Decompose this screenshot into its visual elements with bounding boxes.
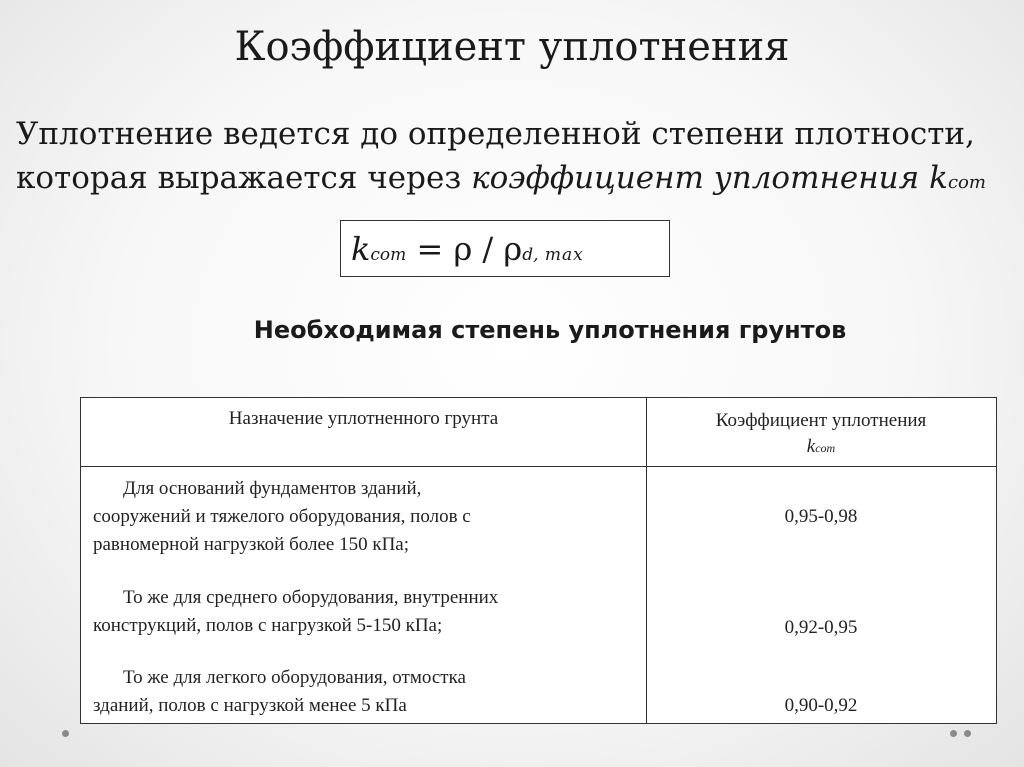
decorative-dot-right-2: [964, 730, 971, 737]
table-row-3-line-2: зданий, полов с нагрузкой менее 5 кПа: [93, 695, 407, 716]
intro-line-2-text: которая выражается через: [16, 160, 472, 196]
table-row-1-line-1: Для оснований фундаментов зданий,: [123, 478, 422, 499]
table-row-2-purpose: [93, 584, 633, 640]
compaction-table: [80, 397, 997, 724]
table-row-2-line-1: То же для среднего оборудования, внутренних: [123, 587, 499, 608]
table-header-symbol-subscript: com: [815, 441, 836, 455]
table-header-coefficient: [646, 408, 996, 461]
table-row-1-line-2: сооружений и тяжелого оборудования, полов с: [93, 506, 471, 527]
table-row-2-value: 0,92-0,95: [784, 617, 858, 638]
table-row-1-purpose: [93, 475, 633, 559]
page-title: Коэффициент уплотнения: [234, 24, 790, 70]
intro-paragraph: [16, 112, 1006, 205]
table-row-1-line-3: равномерной нагрузкой более 150 кПа;: [93, 534, 410, 555]
intro-line-2: [16, 156, 1006, 205]
table-row-2-line-2: конструкций, полов с нагрузкой 5-150 кПа;: [93, 615, 443, 636]
table-header-divider: [81, 466, 996, 467]
formula-k: k: [351, 230, 371, 268]
table-row-3-value: 0,90-0,92: [784, 695, 858, 716]
table-header-coefficient-symbol-line: [646, 434, 996, 461]
table-row-1-value: 0,95-0,98: [784, 506, 858, 527]
table-header-coefficient-label: Коэффициент уплотнения: [715, 410, 927, 431]
formula-rho-subscript: d,: [522, 245, 539, 265]
intro-line-1: Уплотнение ведется до определенной степени плотности,: [16, 116, 975, 152]
formula-body: = ρ / ρ: [406, 230, 523, 268]
table-row-3-purpose: [93, 664, 633, 720]
intro-symbol-subscript: com: [947, 172, 986, 193]
formula-box: [340, 220, 670, 277]
table-header-purpose: Назначение уплотненного грунта: [228, 408, 499, 429]
decorative-dot-right-1: [950, 730, 957, 737]
table-title: Необходимая степень уплотнения грунтов: [253, 316, 847, 344]
formula-k-subscript: com: [370, 245, 407, 265]
intro-term: коэффициент уплотнения: [471, 160, 920, 196]
formula-rho-subscript-max: max: [538, 245, 584, 265]
decorative-dot-left: [62, 730, 69, 737]
intro-symbol: k: [929, 160, 948, 196]
table-row-3-line-1: То же для легкого оборудования, отмостка: [123, 667, 466, 688]
table-header-symbol: k: [806, 436, 816, 457]
